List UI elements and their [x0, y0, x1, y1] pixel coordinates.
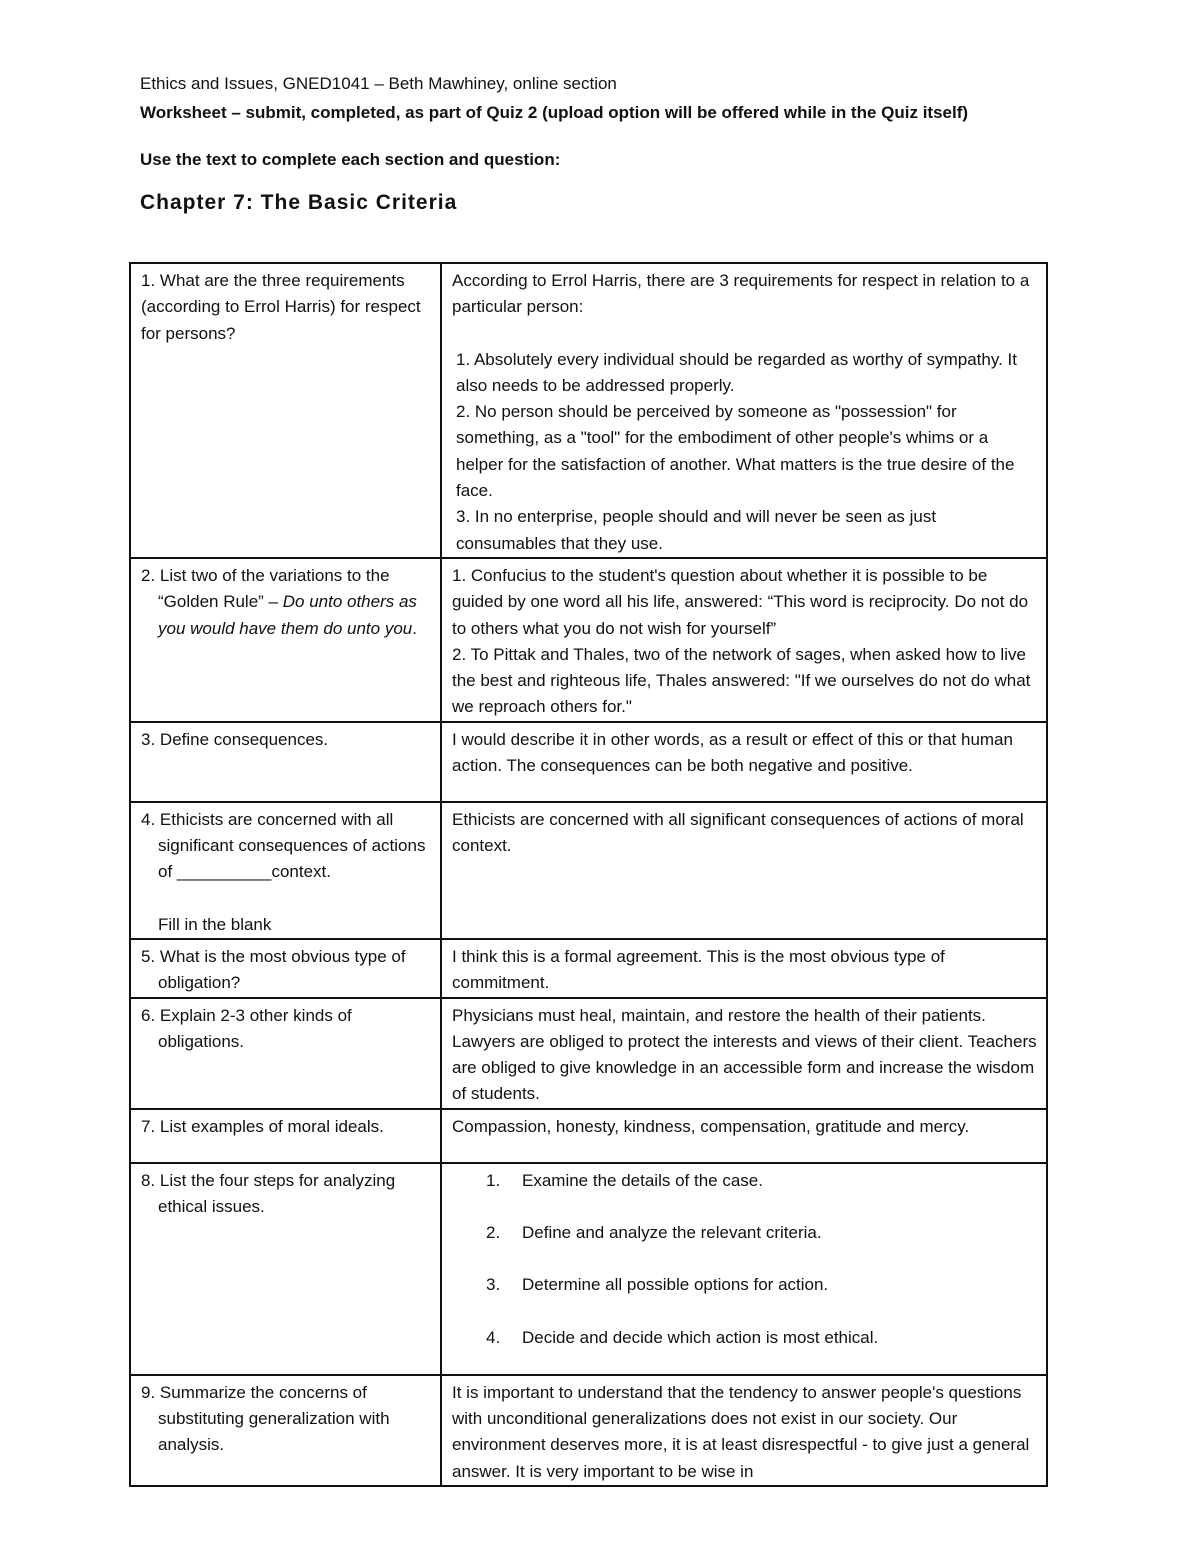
step-text: Define and analyze the relevant criteria.	[522, 1223, 822, 1243]
step-text: Examine the details of the case.	[522, 1170, 763, 1190]
answer-text: Compassion, honesty, kindness, compensation, gratitude and mercy.	[452, 1116, 970, 1136]
answer-text: I think this is a formal agreement. This is the most obvious type of commitment.	[452, 946, 945, 993]
golden-rule-quote: Do unto others as you would have them do unto you	[158, 592, 417, 638]
question-cell	[130, 939, 441, 998]
answer-cell	[441, 558, 1047, 722]
question-number: 6.	[141, 1005, 156, 1025]
chapter-title: Chapter 7: The Basic Criteria	[140, 191, 458, 214]
question-number: 5.	[141, 946, 156, 966]
question-text-end: .	[412, 618, 417, 638]
table-row	[130, 802, 1047, 939]
question-number: 8.	[141, 1170, 156, 1190]
question-cell	[130, 263, 441, 558]
list-item	[452, 1325, 1037, 1351]
answer-cell	[441, 802, 1047, 939]
question-number: 1.	[141, 271, 156, 290]
question-text: Define consequences.	[159, 729, 329, 749]
question-text: Explain 2-3 other kinds of obligations.	[158, 1005, 352, 1051]
table-row	[130, 998, 1047, 1109]
worksheet-table	[129, 262, 1048, 1487]
question-cell	[130, 998, 441, 1109]
question-text: List examples of moral ideals.	[159, 1116, 384, 1136]
answer-text: 2. To Pittak and Thales, two of the network of sages, when asked how to live the best and righteous life, Thales answered: "If we ourselves do not do what we reproach others for."	[452, 644, 1031, 717]
step-number: 1.	[486, 1170, 501, 1190]
worksheet-instructions: Worksheet – submit, completed, as part of Quiz 2 (upload option will be offered while in the Quiz itself)	[140, 103, 969, 122]
question-text: What is the most obvious type of obligation?	[158, 946, 406, 993]
answer-text: 1. Absolutely every individual should be regarded as worthy of sympathy. It also needs to be addressed properly.	[456, 349, 1017, 395]
list-item	[452, 1220, 1037, 1246]
table-row	[130, 1163, 1047, 1375]
course-line: Ethics and Issues, GNED1041 – Beth Mawhiney, online section	[140, 74, 617, 93]
question-cell	[130, 1109, 441, 1163]
table-row	[130, 558, 1047, 722]
question-text: List two of the variations to the “Golden Rule” –	[158, 565, 390, 612]
document-page	[140, 70, 1050, 229]
question-number: 4.	[141, 809, 156, 829]
list-item	[452, 1168, 1037, 1194]
table-row	[130, 939, 1047, 998]
step-number: 4.	[486, 1327, 501, 1347]
question-text: What are the three requirements (according to Errol Harris) for respect for persons?	[141, 271, 421, 343]
question-cell	[130, 1163, 441, 1375]
table-row	[130, 263, 1047, 558]
question-cell	[130, 722, 441, 802]
answer-cell	[441, 1163, 1047, 1375]
question-text: Ethicists are concerned with all significant consequences of actions of __________context.	[158, 809, 426, 882]
answer-cell	[441, 1109, 1047, 1163]
step-text: Decide and decide which action is most ethical.	[522, 1327, 879, 1347]
question-cell	[130, 1375, 441, 1486]
steps-list	[452, 1168, 1037, 1351]
answer-text: It is important to understand that the tendency to answer people's questions with unconditional generalizations does not exist in our society. Our environment deserves more, it is at least disrespectful - to give just a general answer. It is very important to be wise in	[452, 1382, 1030, 1481]
question-text: List the four steps for analyzing ethical issues.	[158, 1170, 396, 1217]
question-number: 3.	[141, 729, 156, 749]
answer-text: According to Errol Harris, there are 3 requirements for respect in relation to a particular person:	[452, 271, 1030, 317]
list-item	[452, 1272, 1037, 1298]
answer-text: 3. In no enterprise, people should and will never be seen as just consumables that they use.	[456, 507, 937, 553]
answer-text: 1. Confucius to the student's question about whether it is possible to be guided by one word all his life, answered: “This word is reciprocity. Do not do to others what you do not wish for yourself”	[452, 565, 1029, 638]
answer-text: 2. No person should be perceived by someone as "possession" for something, as a "tool" for the embodiment of other people's whims or a helper for the satisfaction of another. What matters is the true desire of the face.	[456, 402, 1015, 501]
answer-cell	[441, 263, 1047, 558]
answer-cell	[441, 939, 1047, 998]
question-cell	[130, 802, 441, 939]
table-row	[130, 722, 1047, 802]
question-number: 7.	[141, 1116, 156, 1136]
fill-in-instruction: Fill in the blank	[158, 914, 272, 934]
table-row	[130, 1109, 1047, 1163]
answer-cell	[441, 722, 1047, 802]
step-number: 2.	[486, 1223, 501, 1243]
answer-text: I would describe it in other words, as a result or effect of this or that human action. The consequences can be both negative and positive.	[452, 729, 1013, 776]
table-row	[130, 1375, 1047, 1486]
question-number: 2.	[141, 565, 156, 585]
question-cell	[130, 558, 441, 722]
answer-cell	[441, 998, 1047, 1109]
answer-text: Ethicists are concerned with all significant consequences of actions of moral context.	[452, 809, 1024, 856]
step-number: 3.	[486, 1275, 501, 1295]
question-text: Summarize the concerns of substituting generalization with analysis.	[158, 1382, 390, 1455]
step-text: Determine all possible options for action.	[522, 1275, 829, 1295]
question-number: 9.	[141, 1382, 156, 1402]
answer-cell	[441, 1375, 1047, 1486]
answer-text: Physicians must heal, maintain, and restore the health of their patients. Lawyers are obliged to protect the interests and views of their client. Teachers are obliged to give knowledge in an accessible form and increase the wisdom of students.	[452, 1005, 1037, 1104]
section-instruction: Use the text to complete each section and question:	[140, 150, 561, 169]
